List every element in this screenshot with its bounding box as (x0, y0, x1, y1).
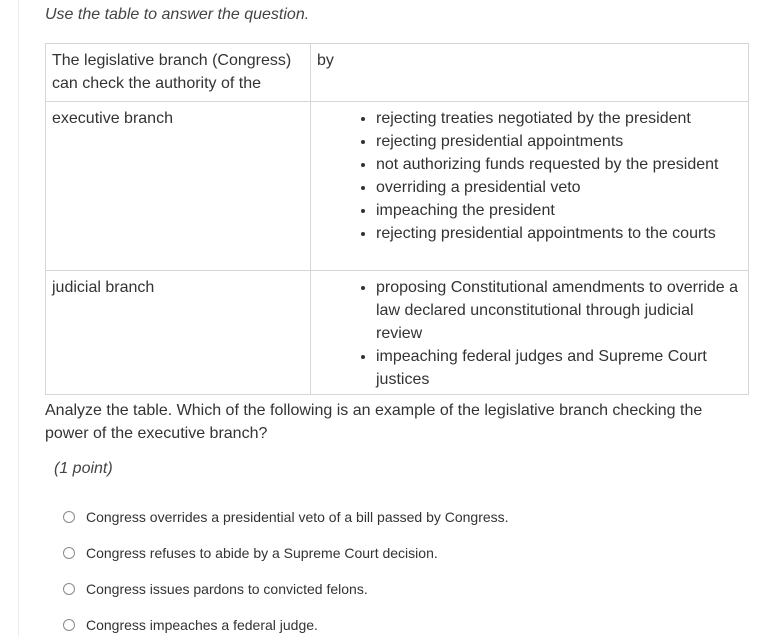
question-text: Analyze the table. Which of the following is an example of the legislative branch checking the power of the executive branch? (45, 402, 703, 442)
answer-option-3[interactable] (63, 579, 368, 599)
checks-cell-executive (311, 102, 749, 271)
left-divider (18, 0, 19, 637)
option-label[interactable]: Congress issues pardons to convicted felons. (86, 581, 368, 597)
table-row-executive (46, 102, 749, 271)
branch-cell-executive: executive branch (46, 102, 311, 271)
header-cell-by: by (311, 44, 749, 102)
list-item: • rejecting presidential appointments to the courts (376, 222, 742, 245)
branch-cell-judicial: judicial branch (46, 271, 311, 395)
checks-table (45, 43, 749, 395)
option-label[interactable]: Congress impeaches a federal judge. (86, 617, 318, 633)
list-item: • rejecting treaties negotiated by the president (376, 107, 742, 130)
checks-list-executive (317, 107, 742, 245)
points-label: (1 point) (54, 460, 113, 477)
option-label[interactable]: Congress refuses to abide by a Supreme Court decision. (86, 545, 438, 561)
list-item: • rejecting presidential appointments (376, 130, 742, 153)
radio-button-icon[interactable] (63, 547, 75, 559)
option-label[interactable]: Congress overrides a presidential veto of a bill passed by Congress. (86, 509, 509, 525)
radio-button-icon[interactable] (63, 583, 75, 595)
answer-option-2[interactable] (63, 543, 438, 563)
instruction-text: Use the table to answer the question. (45, 6, 310, 23)
answer-option-1[interactable] (63, 507, 509, 527)
list-item: • not authorizing funds requested by the president (376, 153, 742, 176)
checks-list-judicial (317, 276, 742, 391)
radio-button-icon[interactable] (63, 511, 75, 523)
list-item: • proposing Constitutional amendments to override a law declared unconstitutional through judicial review (376, 276, 742, 345)
answer-option-4[interactable] (63, 615, 318, 635)
header-cell-branch: The legislative branch (Congress) can check the authority of the (46, 44, 311, 102)
checks-cell-judicial (311, 271, 749, 395)
list-item: • impeaching federal judges and Supreme Court justices (376, 345, 742, 391)
table-row-judicial (46, 271, 749, 395)
list-item: • overriding a presidential veto (376, 176, 742, 199)
list-item: • impeaching the president (376, 199, 742, 222)
table-header-row (46, 44, 749, 102)
radio-button-icon[interactable] (63, 619, 75, 631)
